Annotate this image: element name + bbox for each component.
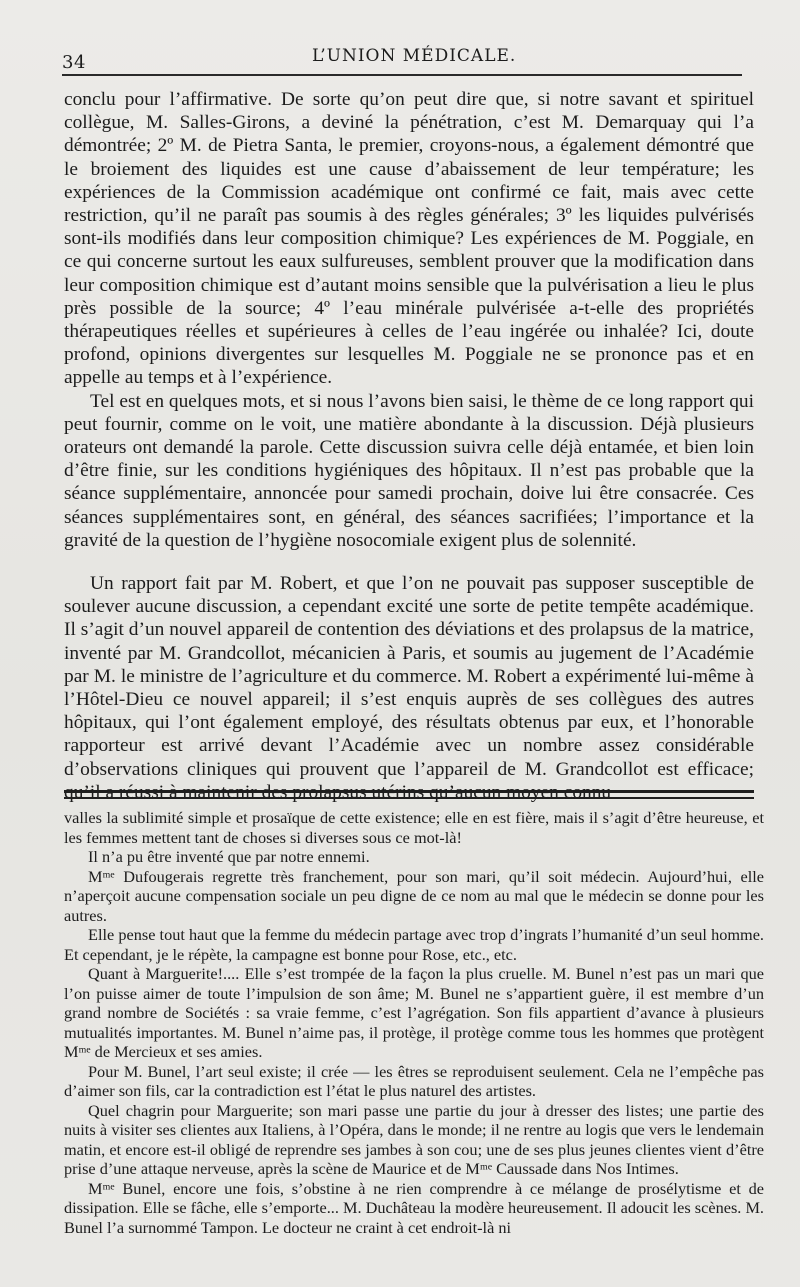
feuilleton-paragraph: Elle pense tout haut que la femme du médecin partage avec trop d’ingrats l’humanité d’un seul homme. Et cependant, je le répète, la campagne est bonne pour Rose, etc., etc. (64, 925, 764, 964)
feuilleton-paragraph: Quel chagrin pour Marguerite; son mari passe une partie du jour à dresser des listes; une partie des nuits à visiter ses clientes aux Italiens, à l’Opéra, dans le monde; il ne rentre au logis que vers le lendemain matin, et encore est-il obligé de reprendre ses jambes à son cou; une de ses plus jeunes clientes vient d’être prise d’une attaque nerveuse, après la scène de Maurice et de Mᵐᵉ Caussade dans Nos Intimes. (64, 1100, 764, 1178)
running-title: L’UNION MÉDICALE. (312, 46, 517, 66)
page-number: 34 (62, 52, 86, 73)
article-paragraph: Un rapport fait par M. Robert, et que l’on ne pouvait pas supposer susceptible de soulever aucune discussion, a cependant excité une sorte de petite tempête académique. Il s’agit d’un nouvel appareil de contention des déviations et des prolapsus de la matrice, inventé par M. Grandcollot, mécanicien à Paris, et soumis au jugement de l’Académie par M. le ministre de l’agriculture et du commerce. M. Robert a expérimenté lui-même à l’Hôtel-Dieu ce nouvel appareil; il s’est enquis auprès de ses collègues des autres hôpitaux, qui l’ont également employé, des résultats obtenus par eux, et l’honorable rapporteur est arrivé devant l’Académie avec un nombre assez considérable d’observations cliniques qui prouvent que l’appareil de M. Grandcollot est efficace; qu’il a réussi à maintenir des prolapsus utérins qu’aucun moyen connu (64, 573, 754, 803)
article-paragraph: conclu pour l’affirmative. De sorte qu’on peut dire que, si notre savant et spirituel collègue, M. Salles-Girons, a deviné la pénétration, c’est M. Demarquay qui l’a démontrée; 2º M. de Pietra Santa, le premier, croyons-nous, a également démontré que le broiement des liquides est une cause d’abaissement de leur température; les expériences de la Commission académique ont confirmé ce fait, mais avec cette restriction, qu’il ne paraît pas soumis à des règles générales; 3º les liquides pulvérisés sont-ils modifiés dans leur composition chimique? Les expériences de M. Poggiale, en ce qui concerne surtout les eaux sulfureuses, semblent prouver que la modification dans leur composition chimique est d’autant moins sensible que la pulvérisation a lieu le plus près possible de la source; 4º l’eau minérale pulvérisée a-t-elle des propriétés thérapeutiques réelles et supérieures à celles de l’eau ingérée ou inhalée? Ici, doute profond, opinions divergentes sur lesquelles M. Poggiale ne se prononce pas et en appelle au temps et à l’expérience. (64, 89, 754, 389)
feuilleton-paragraph: Pour M. Bunel, l’art seul existe; il crée — les êtres se reproduisent seulement. Cela ne l’empêche pas d’aimer son fils, car la contradiction est l’état le plus naturel des artistes. (64, 1061, 764, 1100)
feuilleton-paragraph: Il n’a pu être inventé que par notre ennemi. (88, 847, 370, 866)
section-divider (64, 790, 754, 799)
feuilleton-paragraph: valles la sublimité simple et prosaïque de cette existence; elle en est fière, mais il s’agit d’être heureuse, et les femmes mettent tant de choses si diverses sous ce mot-là! (64, 808, 764, 847)
feuilleton-paragraph: Mᵐᵉ Bunel, encore une fois, s’obstine à ne rien comprendre à ce mélange de prosélytisme et de dissipation. Elle se fâche, elle s’emporte... M. Duchâteau la modère heureusement. Il adoucit les scènes. M. Bunel l’a surnommé Tampon. Le docteur ne craint à cet endroit-là ni (64, 1178, 764, 1237)
article-paragraph: Tel est en quelques mots, et si nous l’avons bien saisi, le thème de ce long rapport qui peut fournir, comme on le voit, une matière abondante à la discussion. Déjà plusieurs orateurs ont demandé la parole. Cette discussion suivra celle déjà entamée, et bien loin d’être finie, sur les conditions hygiéniques des hôpitaux. Il n’est pas probable que la séance supplémentaire, annoncée pour samedi prochain, doive lui être consacrée. Ces séances supplémentaires sont, en général, des séances sacrifiées; l’importance et la gravité de la question de l’hygiène nosocomiale exigent plus de solennité. (64, 390, 754, 551)
main-article (64, 88, 754, 804)
feuilleton-paragraph: Quant à Marguerite!.... Elle s’est trompée de la façon la plus cruelle. M. Bunel n’est pas un mari que l’on puisse aimer de toute l’impulsion de son âme; M. Bunel ne s’appartient guère, il est membre d’un grand nombre de Sociétés : sa vraie femme, c’est l’agrégation. Son fils appartient d’avance à plusieurs mutualités importantes. M. Bunel n’aime pas, il protège, il protège comme tous les hommes que protègent Mᵐᵉ de Mercieux et ses amies. (64, 964, 764, 1061)
header-rule (62, 74, 742, 76)
feuilleton-section (64, 808, 764, 1237)
feuilleton-paragraph: Mᵐᵉ Dufougerais regrette très franchement, pour son mari, qu’il soit médecin. Aujourd’hui, elle n’aperçoit aucune compensation sociale un peu digne de ce nom au mal que le médecin se donne pour les autres. (64, 866, 764, 925)
page-header (62, 46, 742, 72)
